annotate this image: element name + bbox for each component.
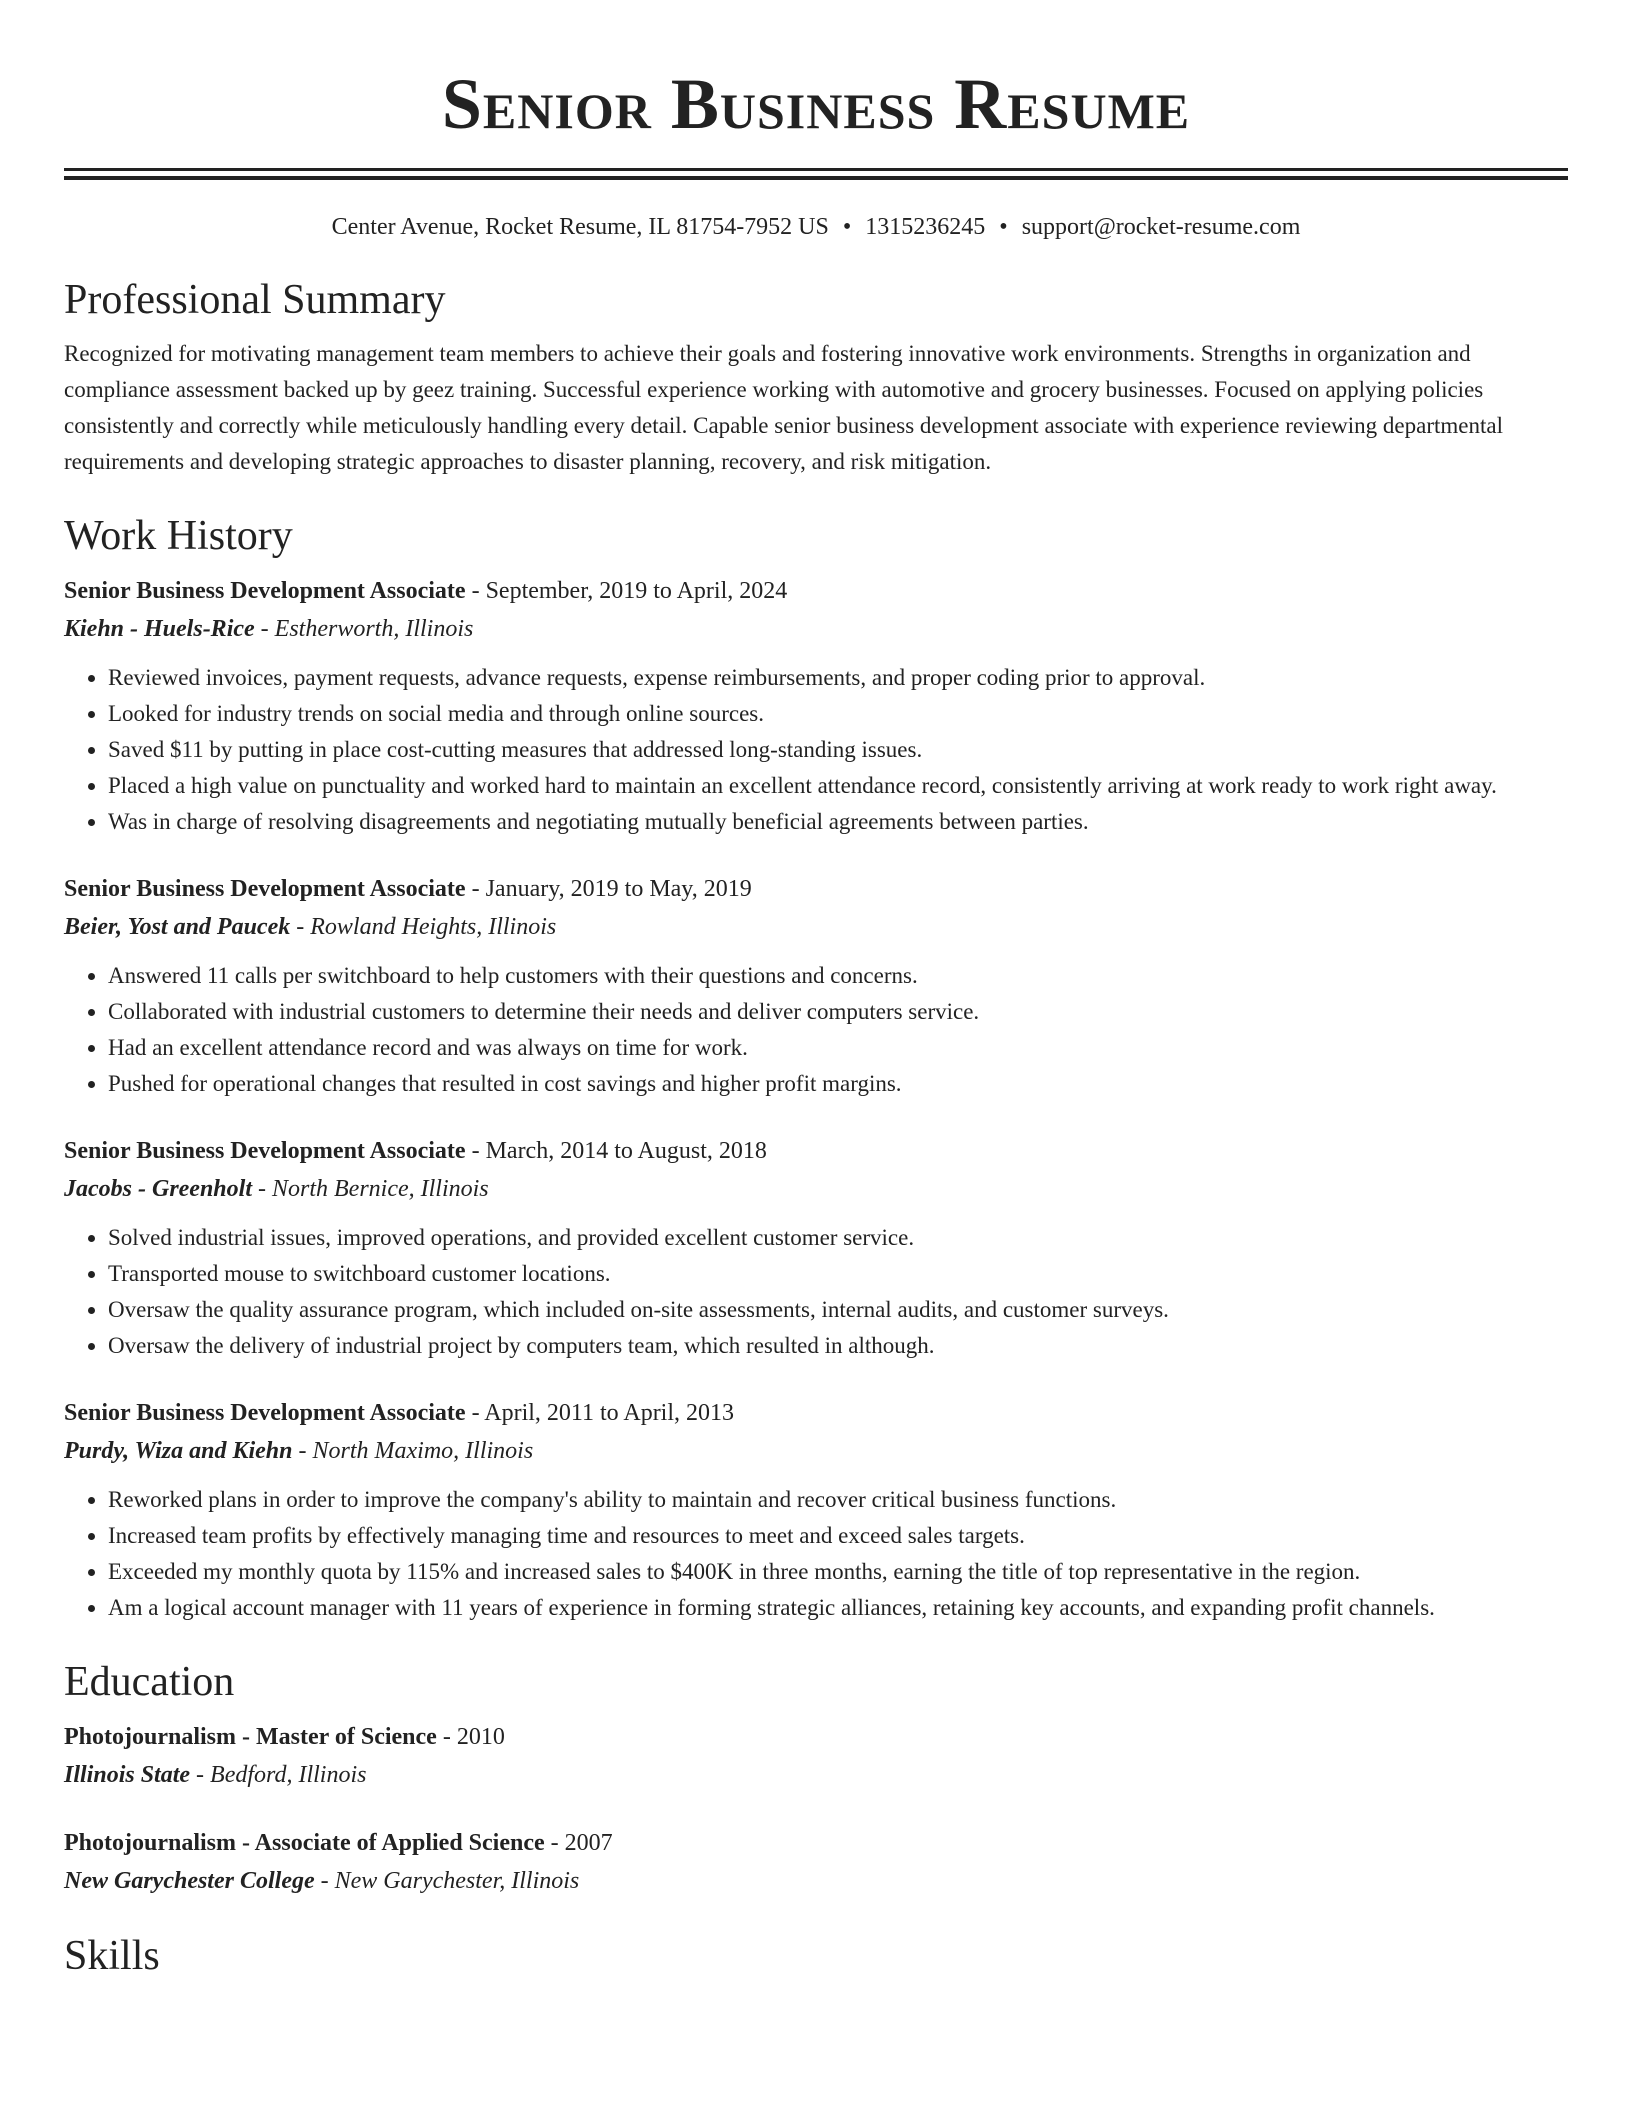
education-school: Illinois State bbox=[64, 1762, 191, 1788]
list-item: • Collaborated with industrial customers to determine their needs and deliver computers service. bbox=[108, 994, 1568, 1030]
job-bullets bbox=[64, 958, 1568, 1102]
job-company: Purdy, Wiza and Kiehn bbox=[64, 1438, 293, 1464]
job-title-line bbox=[64, 1132, 1568, 1170]
summary-text: Recognized for motivating management team members to achieve their goals and fostering innovative work environments. Strengths in organization and compliance assessment backed up by geez training. Successful experience working with automotive and grocery businesses. Focused on applying policies consistently and correctly while meticulously handling every detail. Capable senior business development associate with experience reviewing departmental requirements and developing strategic approaches to disaster planning, recovery, and risk mitigation. bbox=[64, 341, 1503, 474]
job-company-line bbox=[64, 908, 1568, 946]
education-school-line bbox=[64, 1756, 1568, 1794]
job-location: - Estherworth, Illinois bbox=[260, 616, 474, 642]
job-bullets bbox=[64, 1220, 1568, 1364]
title-divider-top bbox=[64, 168, 1568, 171]
job-bullets bbox=[64, 1482, 1568, 1626]
job-title: Senior Business Development Associate bbox=[64, 1400, 466, 1426]
job-location: - North Bernice, Illinois bbox=[258, 1176, 489, 1202]
summary-heading: Professional Summary bbox=[64, 277, 446, 323]
resume-page bbox=[64, 0, 1568, 1992]
list-item: • Oversaw the quality assurance program, which included on-site assessments, internal audits, and customer surveys. bbox=[108, 1292, 1568, 1328]
job-title: Senior Business Development Associate bbox=[64, 1138, 466, 1164]
job-location: - North Maximo, Illinois bbox=[298, 1438, 534, 1464]
education-degree: Photojournalism - Master of Science bbox=[64, 1724, 437, 1750]
job-title-line bbox=[64, 870, 1568, 908]
contact-line bbox=[64, 210, 1568, 244]
education-entry bbox=[64, 1824, 1568, 1900]
list-item: • Transported mouse to switchboard customer locations. bbox=[108, 1256, 1568, 1292]
contact-email[interactable]: support@rocket-resume.com bbox=[1021, 214, 1301, 240]
job-entry bbox=[64, 870, 1568, 1102]
contact-separator: • bbox=[842, 214, 852, 240]
list-item: • Solved industrial issues, improved operations, and provided excellent customer service. bbox=[108, 1220, 1568, 1256]
job-dates: - September, 2019 to April, 2024 bbox=[471, 578, 788, 604]
job-location: - Rowland Heights, Illinois bbox=[296, 914, 557, 940]
contact-separator: • bbox=[999, 214, 1008, 240]
job-company-line bbox=[64, 1170, 1568, 1208]
education-year: - 2007 bbox=[550, 1830, 613, 1856]
job-bullets bbox=[64, 660, 1568, 840]
education-location: - Bedford, Illinois bbox=[196, 1762, 367, 1788]
job-title: Senior Business Development Associate bbox=[64, 578, 466, 604]
skills-heading: Skills bbox=[64, 1933, 160, 1979]
job-entry bbox=[64, 1394, 1568, 1626]
contact-phone: 1315236245 bbox=[865, 214, 986, 240]
list-item: • Reviewed invoices, payment requests, advance requests, expense reimbursements, and proper coding prior to approval. bbox=[108, 660, 1568, 696]
job-company: Beier, Yost and Paucek bbox=[64, 914, 291, 940]
job-title: Senior Business Development Associate bbox=[64, 876, 466, 902]
list-item: • Looked for industry trends on social media and through online sources. bbox=[108, 696, 1568, 732]
job-company: Jacobs - Greenholt bbox=[64, 1176, 252, 1202]
job-dates: - March, 2014 to August, 2018 bbox=[471, 1138, 767, 1164]
title-divider-bottom bbox=[64, 176, 1568, 180]
list-item: • Answered 11 calls per switchboard to help customers with their questions and concerns. bbox=[108, 958, 1568, 994]
education-entry bbox=[64, 1718, 1568, 1794]
list-item: • Am a logical account manager with 11 years of experience in forming strategic alliances, retaining key accounts, and expanding profit channels. bbox=[108, 1590, 1568, 1626]
job-entry bbox=[64, 572, 1568, 840]
job-company-line bbox=[64, 1432, 1568, 1470]
job-dates: - January, 2019 to May, 2019 bbox=[471, 876, 752, 902]
resume-title: Senior Business Resume bbox=[441, 64, 1191, 144]
list-item: • Had an excellent attendance record and was always on time for work. bbox=[108, 1030, 1568, 1066]
job-entry bbox=[64, 1132, 1568, 1364]
list-item: • Reworked plans in order to improve the company's ability to maintain and recover critical business functions. bbox=[108, 1482, 1568, 1518]
contact-address: Center Avenue, Rocket Resume, IL 81754-7952 US bbox=[331, 214, 829, 240]
education-location: - New Garychester, Illinois bbox=[320, 1868, 580, 1894]
work-history-heading: Work History bbox=[64, 513, 293, 559]
education-degree-line bbox=[64, 1824, 1568, 1862]
list-item: • Placed a high value on punctuality and worked hard to maintain an excellent attendance record, consistently arriving at work ready to work right away. bbox=[108, 768, 1568, 804]
list-item: • Pushed for operational changes that resulted in cost savings and higher profit margins. bbox=[108, 1066, 1568, 1102]
education-degree: Photojournalism - Associate of Applied Science bbox=[64, 1830, 545, 1856]
education-year: - 2010 bbox=[442, 1724, 505, 1750]
list-item: • Exceeded my monthly quota by 115% and increased sales to $400K in three months, earning the title of top representative in the region. bbox=[108, 1554, 1568, 1590]
list-item: • Increased team profits by effectively managing time and resources to meet and exceed sales targets. bbox=[108, 1518, 1568, 1554]
education-school: New Garychester College bbox=[64, 1868, 315, 1894]
job-dates: - April, 2011 to April, 2013 bbox=[471, 1400, 735, 1426]
list-item: • Saved $11 by putting in place cost-cutting measures that addressed long-standing issues. bbox=[108, 732, 1568, 768]
job-title-line bbox=[64, 1394, 1568, 1432]
job-title-line bbox=[64, 572, 1568, 610]
education-degree-line bbox=[64, 1718, 1568, 1756]
list-item: • Oversaw the delivery of industrial project by computers team, which resulted in although. bbox=[108, 1328, 1568, 1364]
education-school-line bbox=[64, 1862, 1568, 1900]
list-item: • Was in charge of resolving disagreements and negotiating mutually beneficial agreements between parties. bbox=[108, 804, 1568, 840]
education-heading: Education bbox=[64, 1659, 235, 1705]
job-company: Kiehn - Huels-Rice bbox=[64, 616, 255, 642]
job-company-line bbox=[64, 610, 1568, 648]
